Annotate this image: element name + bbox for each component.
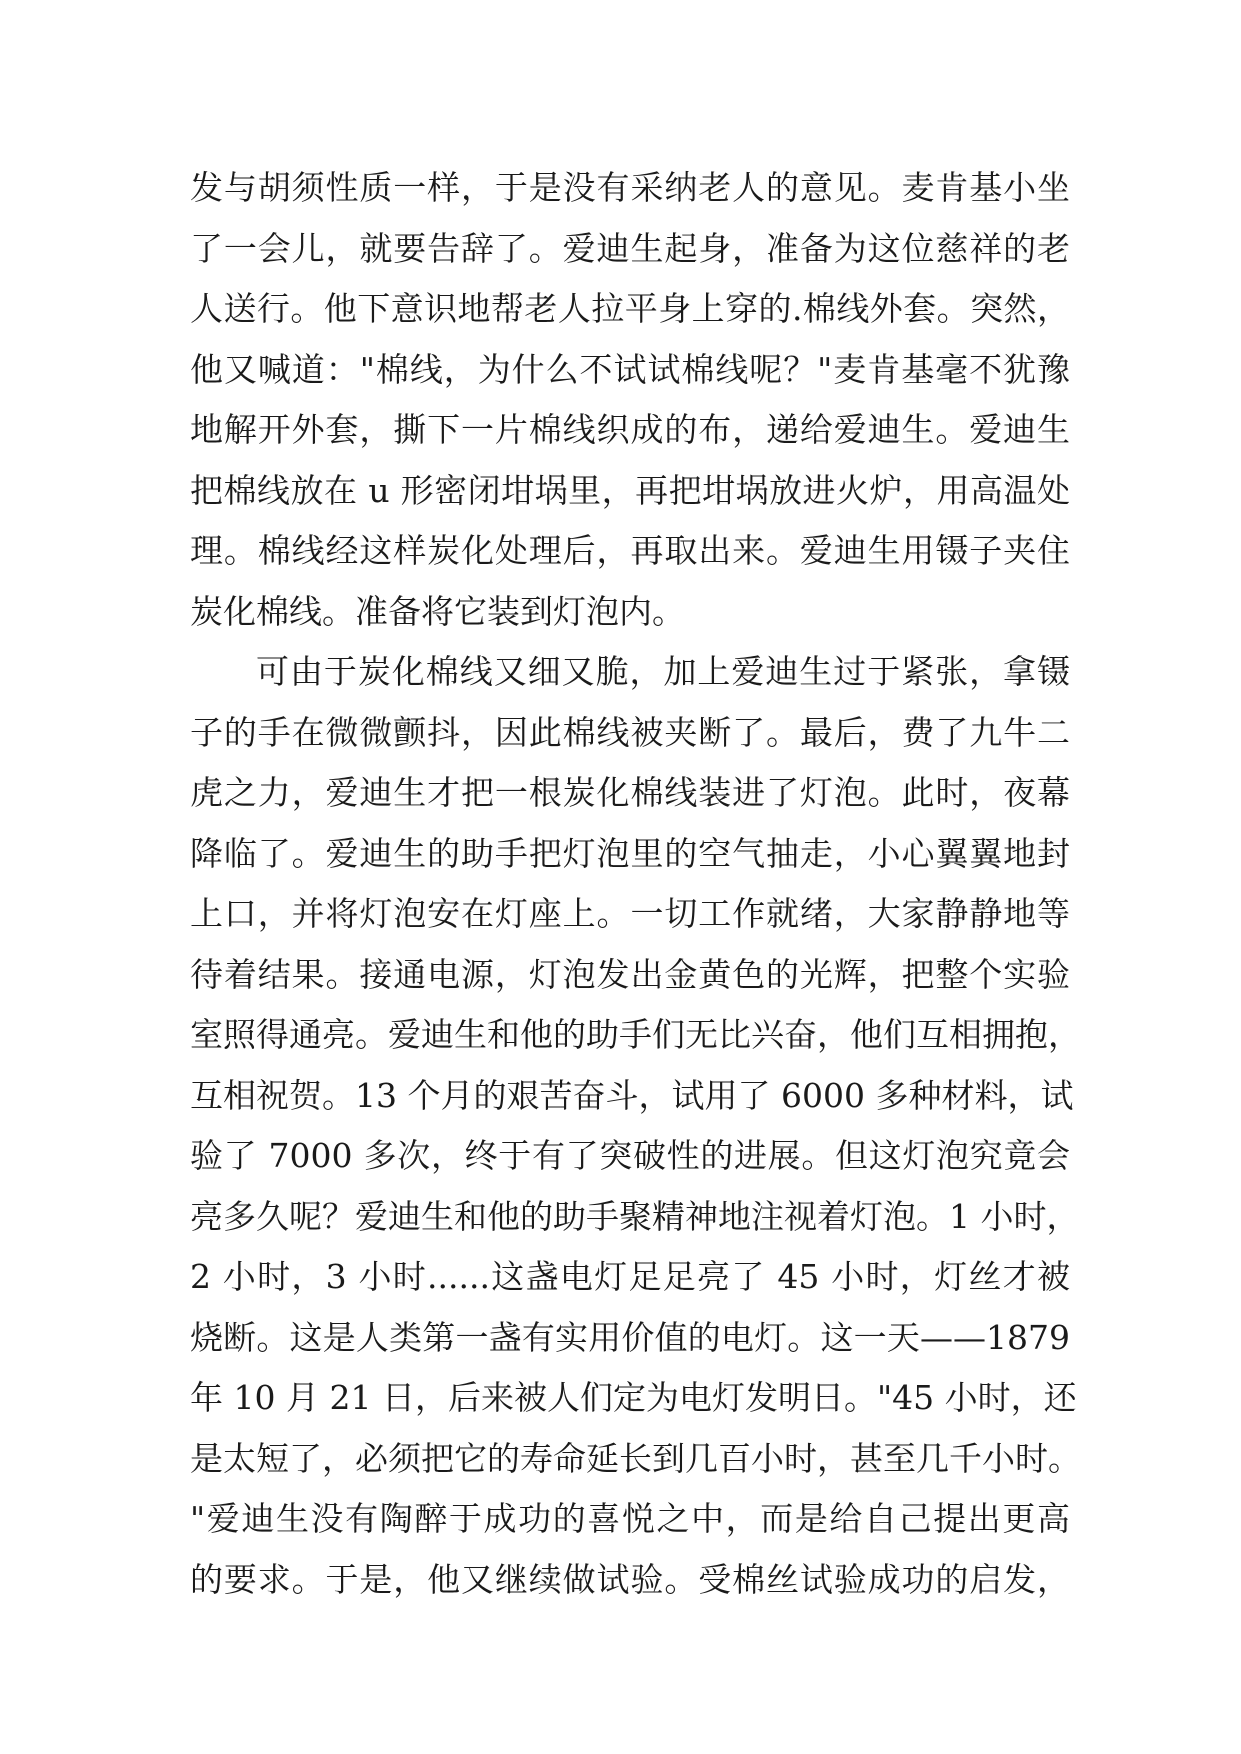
text-line: 的要求。于是，他又继续做试验。受棉丝试验成功的启发，	[190, 1559, 1070, 1599]
text-line: 上口，并将灯泡安在灯座上。一切工作就绪，大家静静地等	[190, 894, 1070, 933]
text-line: 降临了。爱迪生的助手把灯泡里的空气抽走，小心翼翼地封	[190, 833, 1070, 873]
text-line: 理。棉线经这样炭化处理后，再取出来。爱迪生用镊子夹住	[190, 531, 1070, 570]
text-line: 人送行。他下意识地帮老人拉平身上穿的.棉线外套。突然，	[190, 289, 1070, 328]
text-line: 是太短了，必须把它的寿命延长到几百小时，甚至几千小时。	[190, 1438, 1081, 1478]
text-line: "爱迪生没有陶醉于成功的喜悦之中，而是给自己提出更高	[190, 1499, 1070, 1538]
paragraph-1	[190, 158, 1070, 642]
text-line: 验了 7000 多次，终于有了突破性的进展。但这灯泡究竟会	[190, 1136, 1070, 1175]
text-line: 虎之力，爱迪生才把一根炭化棉线装进了灯泡。此时，夜幕	[190, 773, 1070, 812]
text-line: 他又喊道："棉线，为什么不试试棉线呢？"麦肯基毫不犹豫	[190, 349, 1070, 389]
text-line: 待着结果。接通电源，灯泡发出金黄色的光辉，把整个实验	[190, 954, 1070, 994]
text-line: 发与胡须性质一样，于是没有采纳老人的意见。麦肯基小坐	[190, 168, 1070, 207]
text-line: 把棉线放在 u 形密闭坩埚里，再把坩埚放进火炉，用高温处	[190, 470, 1070, 510]
text-line: 亮多久呢？爱迪生和他的助手聚精神地注视着灯泡。1 小时，	[190, 1196, 1080, 1236]
text-line: 地解开外套，撕下一片棉线织成的布，递给爱迪生。爱迪生	[190, 410, 1070, 449]
text-line: 室照得通亮。爱迪生和他的助手们无比兴奋，他们互相拥抱，	[190, 1015, 1081, 1054]
text-line: 可由于炭化棉线又细又脆，加上爱迪生过于紧张，拿镊	[256, 652, 1070, 691]
text-line: 互相祝贺。13 个月的艰苦奋斗，试用了 6000 多种材料，试	[190, 1075, 1074, 1115]
text-line: 2 小时，3 小时......这盏电灯足足亮了 45 小时，灯丝才被	[190, 1257, 1070, 1296]
text-line: 烧断。这是人类第一盏有实用价值的电灯。这一天——1879	[190, 1317, 1070, 1357]
text-line: 年 10 月 21 日，后来被人们定为电灯发明日。"45 小时，还	[190, 1378, 1077, 1417]
text-line: 炭化棉线。准备将它装到灯泡内。	[190, 591, 685, 631]
paragraph-2	[190, 642, 1081, 1610]
text-line: 了一会儿，就要告辞了。爱迪生起身，准备为这位慈祥的老	[190, 228, 1070, 268]
document-body	[190, 158, 1081, 1610]
text-line: 子的手在微微颤抖，因此棉线被夹断了。最后，费了九牛二	[190, 712, 1070, 752]
